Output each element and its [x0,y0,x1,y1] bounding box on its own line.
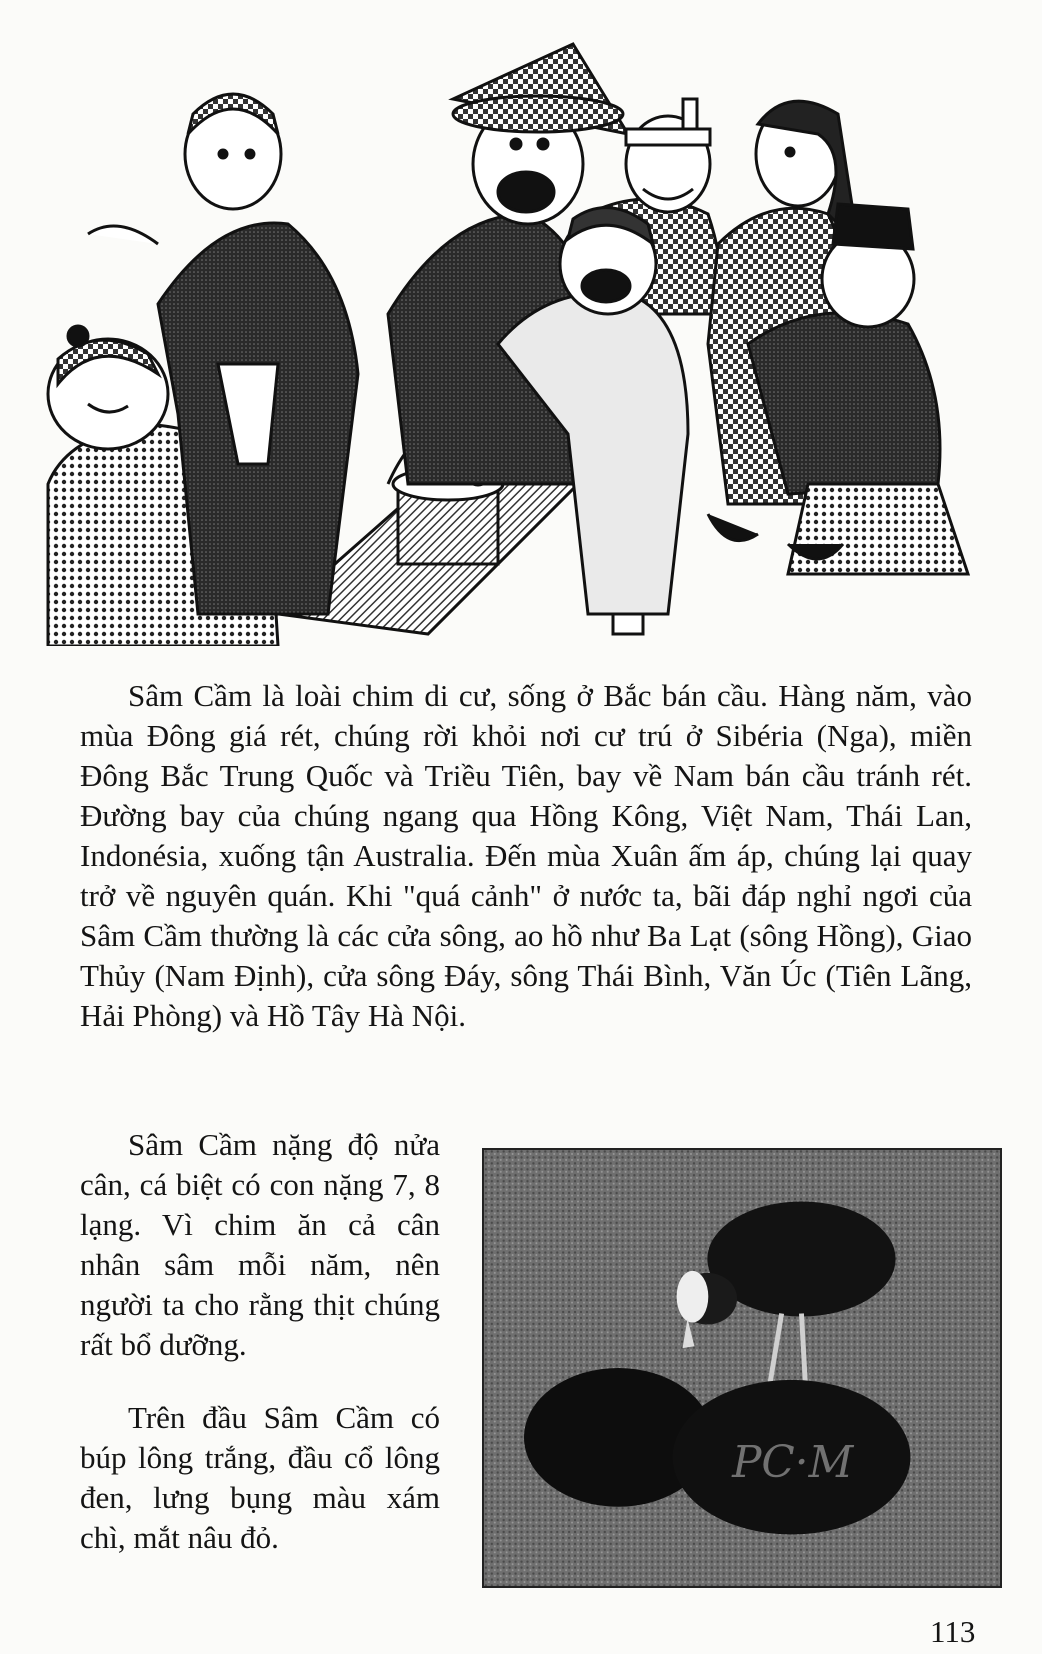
page-number: 113 [930,1614,976,1649]
paragraph-migration: Sâm Cầm là loài chim di cư, sống ở Bắc bán cầu. Hàng năm, vào mùa Đông giá rét, chúng rời khỏi nơi cư trú ở Sibéria (Nga), miền Đông Bắc Trung Quốc và Triều Tiên, bay về Nam bán cầu tránh rét. Đường bay của chúng ngang qua Hồng Kông, Việt Nam, Thái Lan, Indonésia, xuống tận Australia. Đến mùa Xuân ấm áp, chúng lại quay trở về nguyên quán. Khi "quá cảnh" ở nước ta, bãi đáp nghỉ ngơi của Sâm Cầm thường là các cửa sông, ao hồ như Ba Lạt (sông Hồng), Giao Thủy (Nam Định), cửa sông Đáy, sông Thái Bình, Văn Úc (Tiên Lãng, Hải Phòng) và Hồ Tây Hà Nội. [80,678,972,1033]
comic-illustration [28,14,1018,646]
photo-watermark: PC·M [732,1438,854,1488]
bird-photo [482,1148,1002,1588]
paragraph-appearance: Trên đầu Sâm Cầm có búp lông trắng, đầu cổ lông đen, lưng bụng màu xám chì, mắt nâu đỏ. [80,1400,440,1555]
paragraph-weight: Sâm Cầm nặng độ nửa cân, cá biệt có con nặng 7, 8 lạng. Vì chim ăn cả cân nhân sâm mỗi năm, nên người ta cho rằng thịt chúng rất bổ dưỡng. [80,1127,440,1362]
